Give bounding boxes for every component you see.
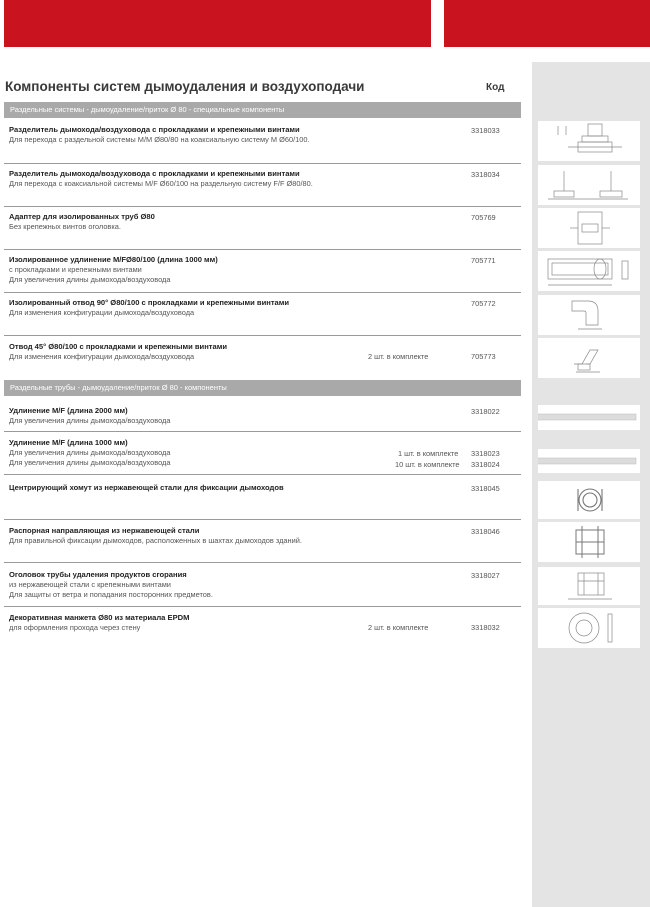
- spacer-guide-photo-image: [538, 522, 640, 562]
- product-desc: Для увеличения длины дымохода/воздуховода: [9, 458, 171, 467]
- product-row: [9, 341, 522, 362]
- row-divider: [4, 606, 521, 607]
- pack-quantity: 2 шт. в комплекте: [368, 352, 429, 361]
- product-desc: из нержавеющей стали с крепежными винтами: [9, 580, 171, 589]
- row-divider: [4, 335, 521, 336]
- product-code: 3318045: [471, 484, 500, 493]
- centering-clamp-photo-image: [538, 481, 640, 519]
- product-row: [9, 482, 522, 493]
- product-desc: Для перехода с раздельной системы M/M Ø80/80 на коаксиальную систему M Ø60/100.: [9, 135, 310, 144]
- product-row: [9, 211, 522, 232]
- product-row: [9, 405, 522, 426]
- product-row: [9, 525, 522, 546]
- pack-quantity: 2 шт. в комплекте: [368, 623, 429, 632]
- product-code: 705769: [471, 213, 496, 222]
- elbow-45-drawing-image: [538, 338, 640, 378]
- product-title: Распорная направляющая из нержавеющей стали: [9, 526, 200, 535]
- product-desc: Для увеличения длины дымохода/воздуховода: [9, 416, 171, 425]
- product-row: [9, 569, 522, 600]
- pipe-2000-photo-image: [538, 405, 640, 430]
- section-header: Раздельные трубы - дымоудаление/приток Ø 80 - компоненты: [4, 380, 521, 396]
- insulated-extension-drawing-image: [538, 251, 640, 291]
- section-header: Раздельные системы - дымоудаление/приток Ø 80 - специальные компоненты: [4, 102, 521, 118]
- wall-collar-drawing-image: [538, 608, 640, 648]
- product-code: 3318024: [471, 460, 500, 469]
- product-desc: для оформления прохода через стену: [9, 623, 141, 632]
- product-title: Оголовок трубы удаления продуктов сгорания: [9, 570, 187, 579]
- product-desc: Для изменения конфигурации дымохода/воздуховода: [9, 308, 195, 317]
- product-code: 3318046: [471, 527, 500, 536]
- pack-quantity: 1 шт. в комплекте: [398, 449, 459, 458]
- product-title: Изолированное удлинение M/FØ80/100 (длина 1000 мм): [9, 255, 218, 264]
- product-code: 705772: [471, 299, 496, 308]
- product-title: Разделитель дымохода/воздуховода с прокладками и крепежными винтами: [9, 125, 300, 134]
- product-title: Изолированный отвод 90° Ø80/100 с прокладками и крепежными винтами: [9, 298, 290, 307]
- row-divider: [4, 292, 521, 293]
- splitter-drawing-image: [538, 121, 640, 161]
- product-code: 3318034: [471, 170, 500, 179]
- product-row: [9, 254, 522, 285]
- product-row: [9, 612, 522, 633]
- product-title: Отвод 45° Ø80/100 с прокладками и крепежными винтами: [9, 342, 228, 351]
- product-code: 3318032: [471, 623, 500, 632]
- row-divider: [4, 474, 521, 475]
- splitter-drawing-2-image: [538, 165, 640, 205]
- product-title: Декоративная манжета Ø80 из материала EPDM: [9, 613, 190, 622]
- product-row: [9, 124, 522, 145]
- row-divider: [4, 431, 521, 432]
- product-title: Удлинение M/F (длина 2000 мм): [9, 406, 128, 415]
- product-row: [9, 168, 522, 189]
- product-code: 705771: [471, 256, 496, 265]
- adapter-drawing-image: [538, 208, 640, 248]
- product-row: [9, 297, 522, 318]
- product-code: 3318022: [471, 407, 500, 416]
- row-divider: [4, 163, 521, 164]
- product-desc: Для правильной фиксации дымоходов, расположенных в шахтах дымоходов зданий.: [9, 536, 302, 545]
- page-title: Компоненты систем дымоудаления и воздухоподачи: [5, 79, 365, 94]
- code-column-header: Код: [486, 82, 505, 93]
- product-title: Разделитель дымохода/воздуховода с прокладками и крепежными винтами: [9, 169, 300, 178]
- row-divider: [4, 249, 521, 250]
- header-red-band-left: [4, 0, 431, 47]
- product-desc: Для увеличения длины дымохода/воздуховода: [9, 448, 171, 457]
- row-divider: [4, 519, 521, 520]
- product-title: Центрирующий хомут из нержавеющей стали для фиксации дымоходов: [9, 483, 284, 492]
- product-code: 3318033: [471, 126, 500, 135]
- pipe-1000-photo-image: [538, 449, 640, 473]
- product-title: Удлинение M/F (длина 1000 мм): [9, 438, 128, 447]
- product-desc: Для изменения конфигурации дымохода/воздуховода: [9, 352, 195, 361]
- product-desc: Для увеличения длины дымохода/воздуховода: [9, 275, 171, 284]
- terminal-cap-drawing-image: [538, 567, 640, 605]
- row-divider: [4, 206, 521, 207]
- elbow-90-drawing-image: [538, 295, 640, 335]
- product-title: Адаптер для изолированных труб Ø80: [9, 212, 155, 221]
- product-desc: Для перехода с коаксиальной системы M/F Ø60/100 на раздельную систему F/F Ø80/80.: [9, 179, 313, 188]
- product-code: 3318023: [471, 449, 500, 458]
- product-desc: Для защиты от ветра и попадания посторонних предметов.: [9, 590, 213, 599]
- product-code: 3318027: [471, 571, 500, 580]
- product-desc: Без крепежных винтов оголовка.: [9, 222, 121, 231]
- product-desc: с прокладками и крепежными винтами: [9, 265, 142, 274]
- row-divider: [4, 562, 521, 563]
- pack-quantity: 10 шт. в комплекте: [395, 460, 460, 469]
- product-code: 705773: [471, 352, 496, 361]
- header-red-band-right: [444, 0, 650, 47]
